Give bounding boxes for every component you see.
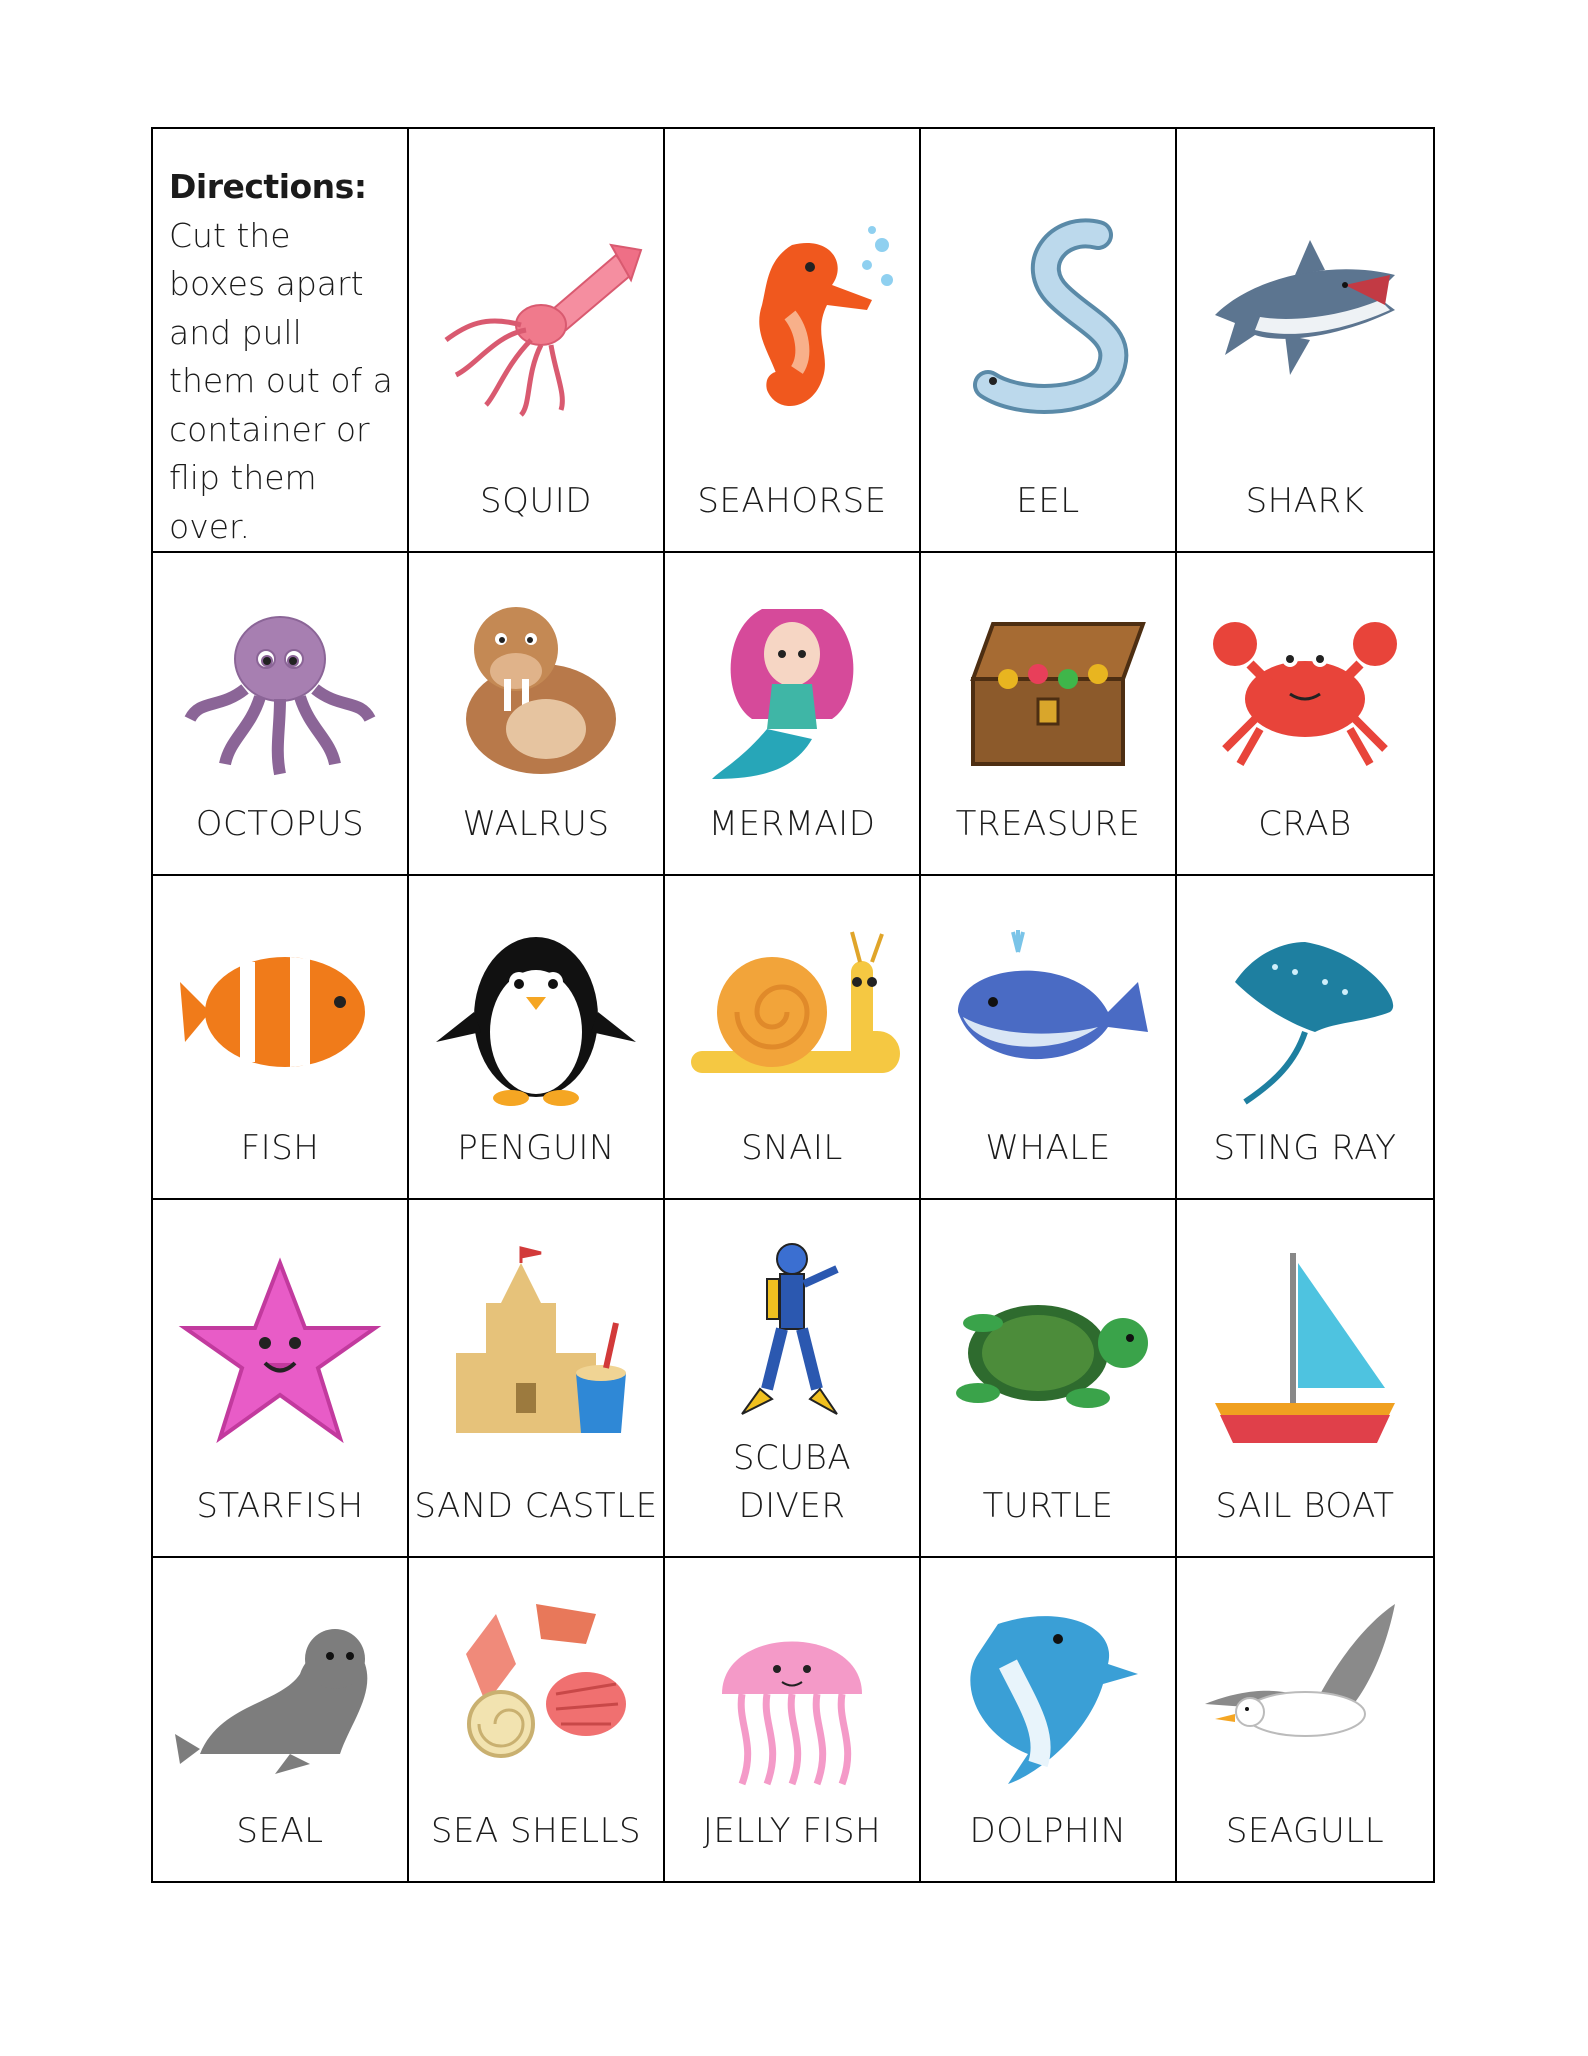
clownfish-icon [153,876,407,1123]
shark-icon [1177,129,1433,477]
card-seal [153,1558,409,1881]
turtle-icon [921,1200,1175,1482]
card-label: PENGUIN [457,1127,615,1168]
card-mermaid [665,553,921,876]
card-sail-boat [1177,1200,1433,1558]
card-sea-shells [409,1558,665,1881]
snail-icon [665,876,919,1123]
card-label: TURTLE [982,1485,1114,1526]
card-grid [151,127,1435,1883]
sailboat-icon [1177,1200,1433,1482]
card-jelly-fish [665,1558,921,1881]
card-walrus [409,553,665,876]
card-label: STARFISH [196,1485,364,1526]
card-seahorse [665,129,921,553]
card-whale [921,876,1177,1199]
card-label: SCUBA DIVER [732,1437,852,1526]
card-sting-ray [1177,876,1433,1199]
crab-icon [1177,553,1433,800]
penguin-icon [409,876,663,1123]
dolphin-icon [921,1558,1175,1807]
card-fish [153,876,409,1199]
card-label: STING RAY [1213,1127,1397,1168]
card-label: SNAIL [741,1127,843,1168]
card-label: CRAB [1258,804,1352,845]
octopus-icon [153,553,407,800]
card-label: SEA SHELLS [430,1811,642,1851]
card-dolphin [921,1558,1177,1881]
card-squid [409,129,665,553]
card-turtle [921,1200,1177,1558]
card-label: SEAL [236,1811,324,1851]
treasure-chest-icon [921,553,1175,800]
card-seagull [1177,1558,1433,1881]
card-label: SAIL BOAT [1215,1485,1395,1526]
card-starfish [153,1200,409,1558]
card-label: SEAHORSE [697,481,887,521]
card-snail [665,876,921,1199]
card-label: SHARK [1245,481,1365,521]
card-label: SAND CASTLE [414,1485,658,1526]
card-label: MERMAID [708,804,876,845]
whale-icon [921,876,1175,1123]
card-label: SQUID [480,481,592,521]
jellyfish-icon [665,1558,919,1807]
card-eel [921,129,1177,553]
seahorse-icon [665,129,919,477]
seal-icon [153,1558,407,1807]
card-scuba-diver [665,1200,921,1558]
card-label: EEL [1016,481,1080,521]
scuba-diver-icon [665,1200,919,1434]
card-label: WHALE [985,1127,1111,1168]
card-octopus [153,553,409,876]
card-label: DOLPHIN [969,1811,1127,1851]
card-crab [1177,553,1433,876]
stingray-icon [1177,876,1433,1123]
directions-box [153,129,409,553]
sand-castle-icon [409,1200,663,1482]
squid-icon [409,129,663,477]
card-treasure [921,553,1177,876]
card-sand-castle [409,1200,665,1558]
walrus-icon [409,553,663,800]
seagull-icon [1177,1558,1433,1807]
card-label: TREASURE [955,804,1141,845]
card-label: SEAGULL [1225,1811,1385,1851]
eel-icon [921,129,1175,477]
card-label: JELLY FISH [702,1811,882,1851]
card-shark [1177,129,1433,553]
card-label: OCTOPUS [195,804,365,845]
card-penguin [409,876,665,1199]
sea-shells-icon [409,1558,663,1807]
directions-text: Cut the boxes apart and pull them out of a container or flip them over. [169,215,393,546]
starfish-icon [153,1200,407,1482]
directions-title: Directions: [169,167,367,206]
card-label: FISH [240,1127,320,1168]
card-label: WALRUS [462,804,610,845]
mermaid-icon [665,553,919,800]
